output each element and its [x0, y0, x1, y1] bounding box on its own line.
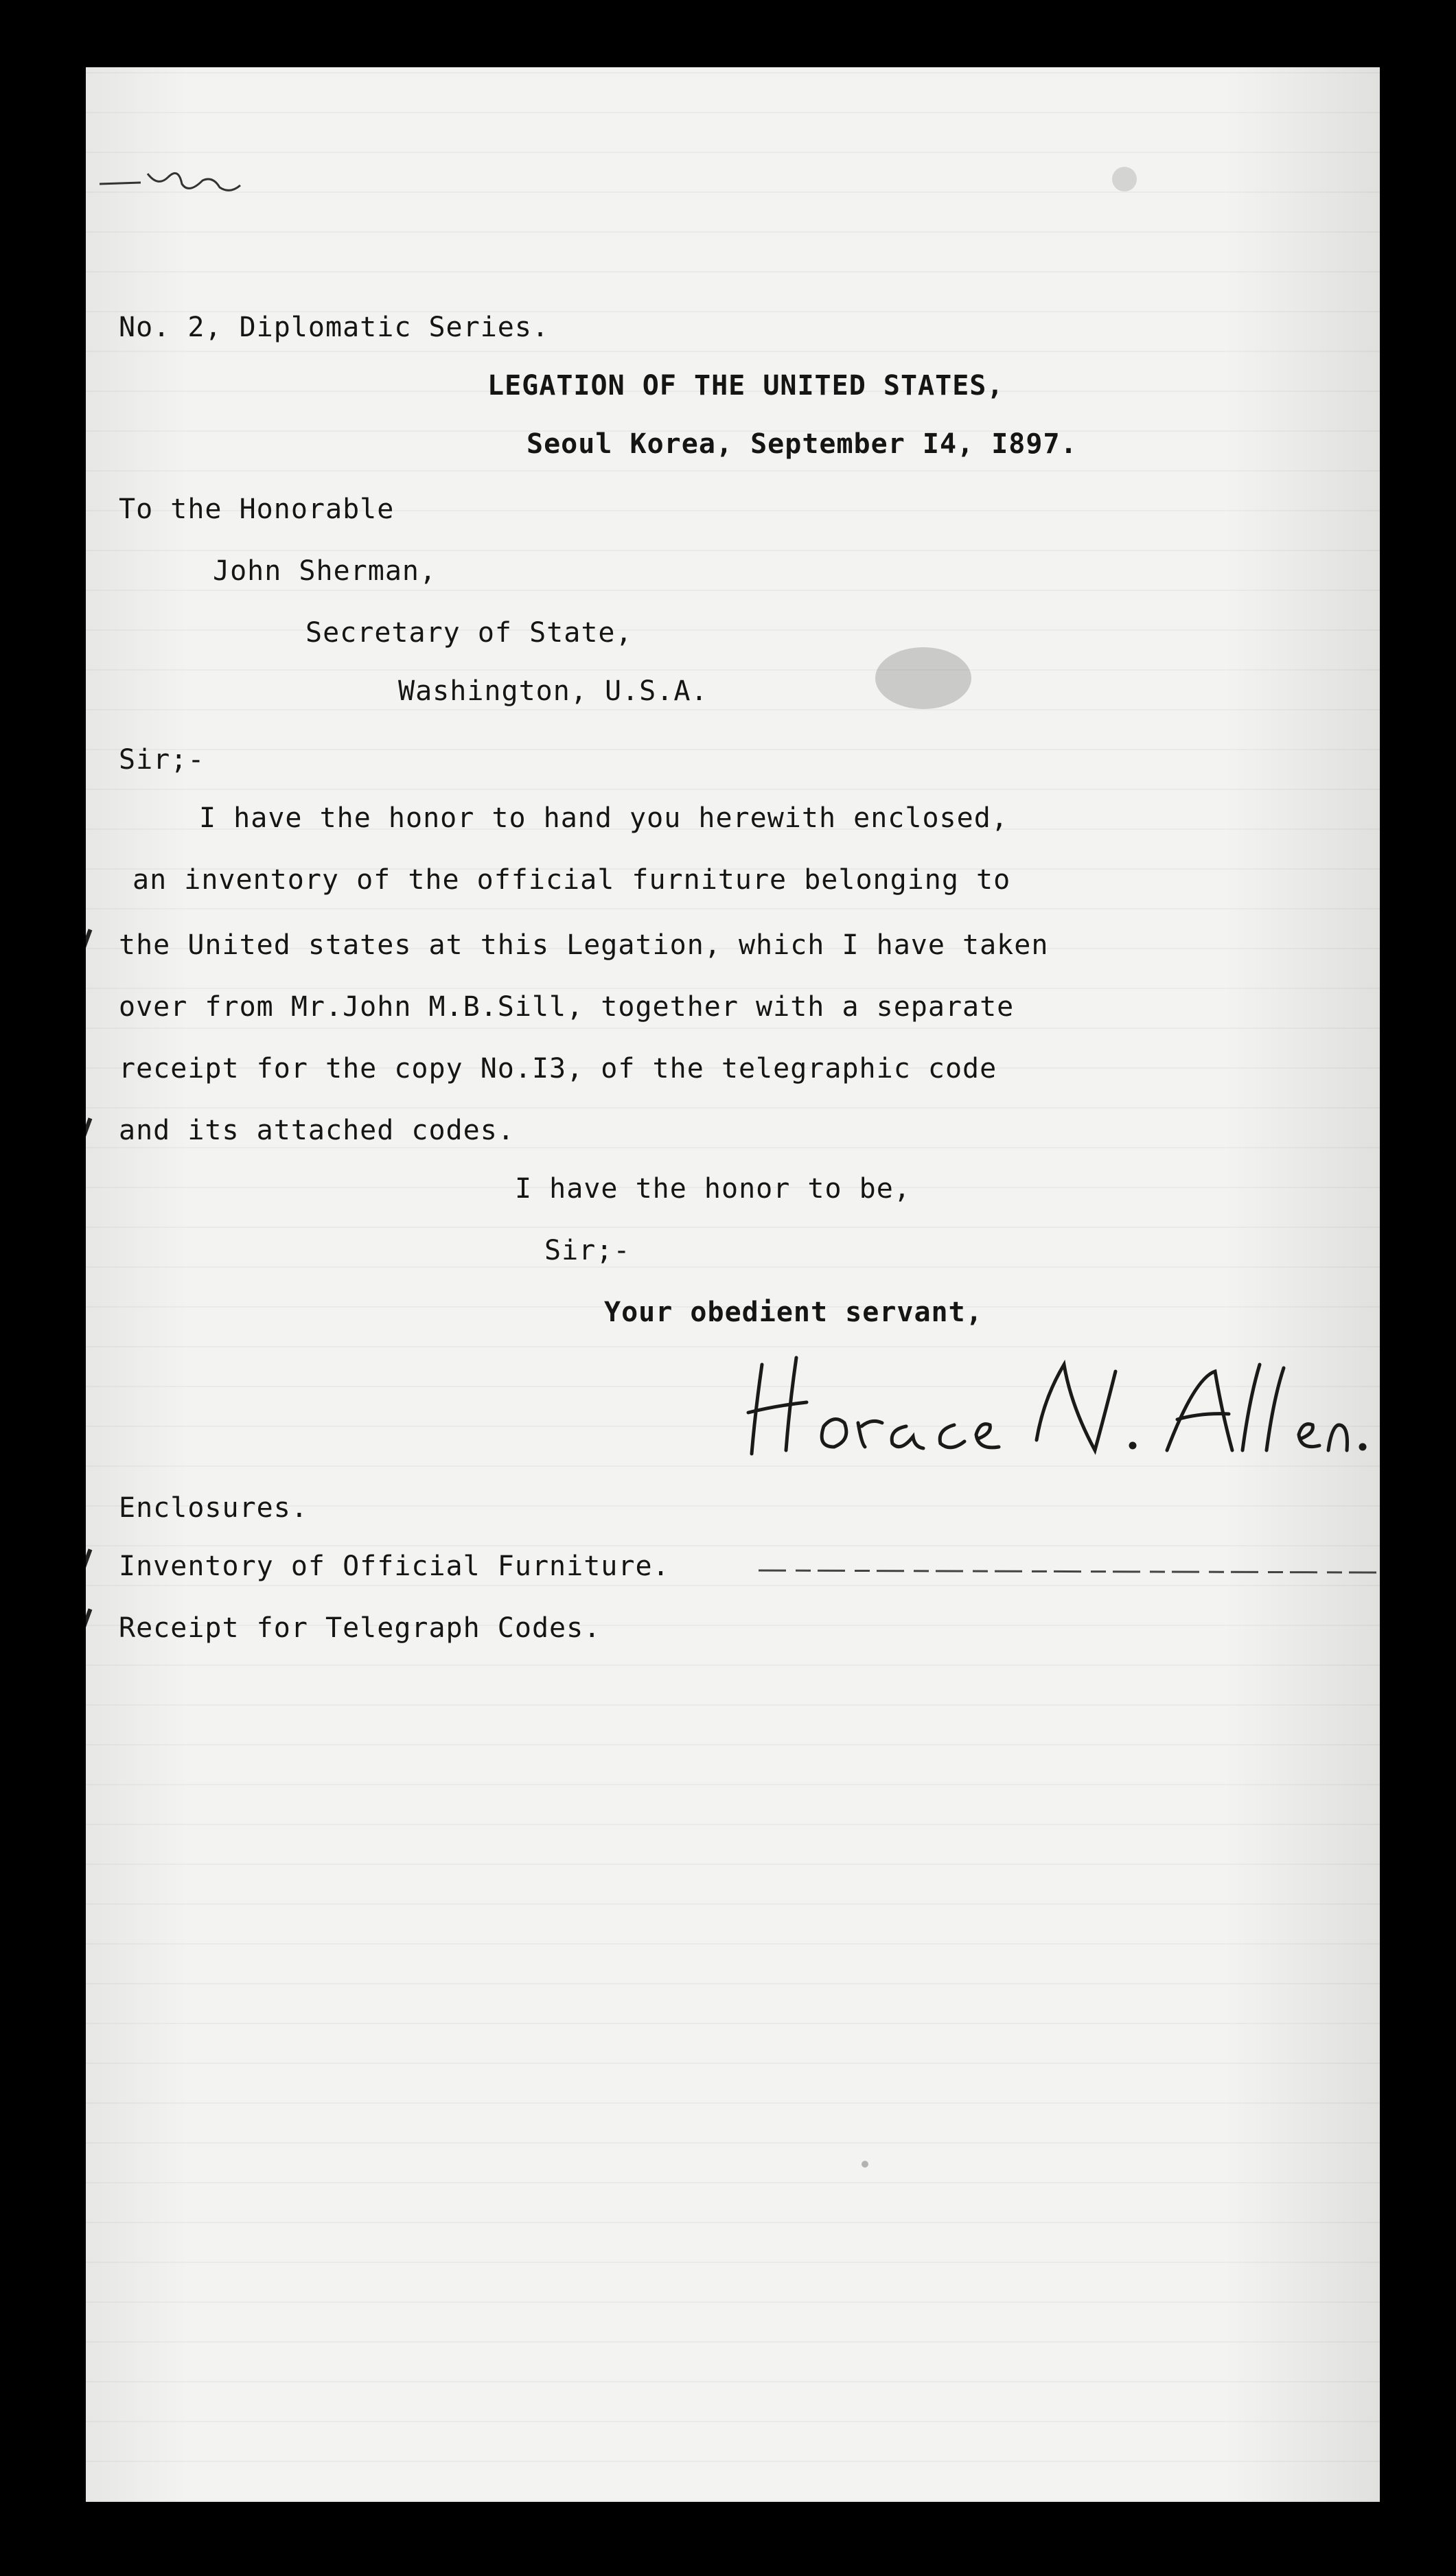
closing-line-3: Your obedient servant,	[604, 1297, 983, 1328]
margin-check-mark	[86, 1117, 92, 1147]
scan-speck	[1112, 167, 1137, 192]
enclosure-item-1: Inventory of Official Furniture.	[119, 1551, 670, 1582]
address-line-3: Secretary of State,	[305, 617, 633, 649]
scan-speck	[862, 2161, 868, 2168]
pencil-annotation	[93, 156, 251, 211]
salutation: Sir;-	[119, 744, 205, 776]
margin-check-mark	[86, 929, 92, 958]
closing-line-2: Sir;-	[544, 1235, 631, 1266]
address-line-2: John Sherman,	[213, 555, 437, 587]
body-line-3: the United states at this Legation, which I have taken	[119, 929, 1049, 961]
body-line-5: receipt for the copy No.I3, of the telegraphic code	[119, 1053, 997, 1084]
letter-page	[86, 67, 1380, 2502]
series-line: No. 2, Diplomatic Series.	[119, 312, 550, 343]
scan-smudge	[875, 647, 971, 709]
margin-check-mark	[86, 1548, 92, 1578]
address-line-4: Washington, U.S.A.	[398, 675, 708, 707]
body-line-1: I have the honor to hand you herewith enclosed,	[199, 802, 1008, 834]
place-date: Seoul Korea, September I4, I897.	[527, 428, 1078, 460]
body-line-6: and its attached codes.	[119, 1115, 515, 1146]
body-line-4: over from Mr.John M.B.Sill, together with a separate	[119, 991, 1015, 1023]
enclosures-heading: Enclosures.	[119, 1492, 308, 1524]
dashed-rule	[759, 1560, 1376, 1581]
margin-check-mark	[86, 1608, 92, 1638]
handwritten-signature	[721, 1337, 1380, 1474]
body-line-2: an inventory of the official furniture belonging to	[132, 864, 1011, 896]
enclosure-item-2: Receipt for Telegraph Codes.	[119, 1612, 601, 1644]
legation-heading: LEGATION OF THE UNITED STATES,	[487, 370, 1004, 402]
address-line-1: To the Honorable	[119, 494, 395, 525]
closing-line-1: I have the honor to be,	[515, 1173, 911, 1205]
